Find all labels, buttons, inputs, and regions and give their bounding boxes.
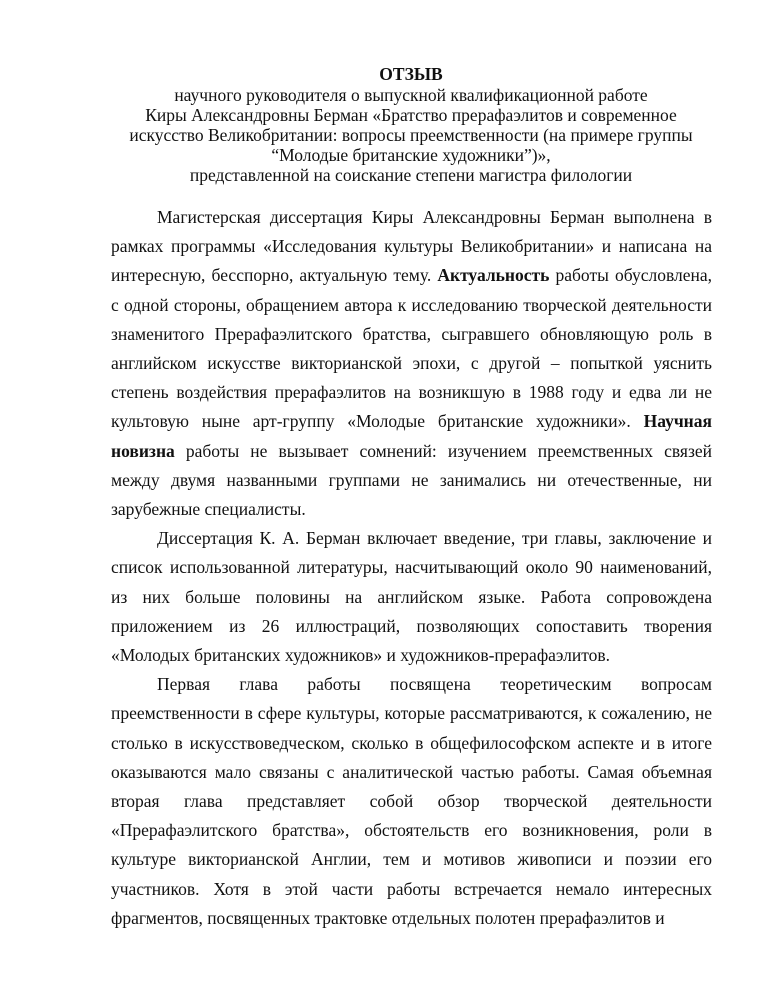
review-header [100,64,722,185]
novelty-term: Научная новизна [111,411,712,461]
paragraph-chapters: Первая глава работы посвящена теоретическим вопросам преемственности в сфере культуры, которые рассматриваются, к сожалению, не столько в искусствоведческом, сколько в общефилософском аспекте и в итоге оказываются мало связаны с аналитической частью работы. Самая объемная вторая глава представляет собой обзор творческой деятельности «Прерафаэлитского братства», обстоятельств его возникновения, роли в культуре викторианской Англии, тем и мотивов живописи и поэзии его участников. Хотя в этой части работы встречается немало интересных фрагментов, посвященных трактовке отдельных полотен прерафаэлитов и [111,674,712,928]
header-line-3: искусство Великобритании: вопросы преемственности (на примере группы [129,125,693,145]
paragraph-relevance [111,203,712,524]
p1-text-3: работы не вызывает сомнений: изучением преемственных связей между двумя названными группами не занимались ни отечественные, ни зарубежные специалисты. [111,440,712,520]
p1-text-2: работы обусловлена, с одной стороны, обращением автора к исследованию творческой деятельности знаменитого Прерафаэлитского братства, сыгравшего обновляющую роль в английском искусстве викторианской эпохи, с другой – попыткой уяснить степень воздействия прерафаэлитов на возникшую в 1988 году и едва ли не культовую ныне арт-группу «Молодые британские художники». [111,265,713,432]
review-body [111,203,712,933]
header-line-4: “Молодые британские художники”)», [271,145,551,165]
review-title: ОТЗЫВ [379,64,443,84]
header-line-1: научного руководителя о выпускной квалификационной работе [174,85,648,105]
header-line-2: Киры Александровны Берман «Братство прерафаэлитов и современное [145,105,677,125]
header-line-5: представленной на соискание степени магистра филологии [189,165,633,185]
paragraph-structure: Диссертация К. А. Берман включает введение, три главы, заключение и список использованной литературы, насчитывающий около 90 наименований, из них больше половины на английском языке. Работа сопровождена приложением из 26 иллюстраций, позволяющих сопоставить творения «Молодых британских художников» и художников-прерафаэлитов. [111,528,712,666]
p1-text-1: Магистерская диссертация Киры Александровны Берман выполнена в рамках программы «Исследования культуры Великобритании» и написана на интересную, бесспорно, актуальную тему. [111,207,712,286]
relevance-term: Актуальность [437,265,550,286]
